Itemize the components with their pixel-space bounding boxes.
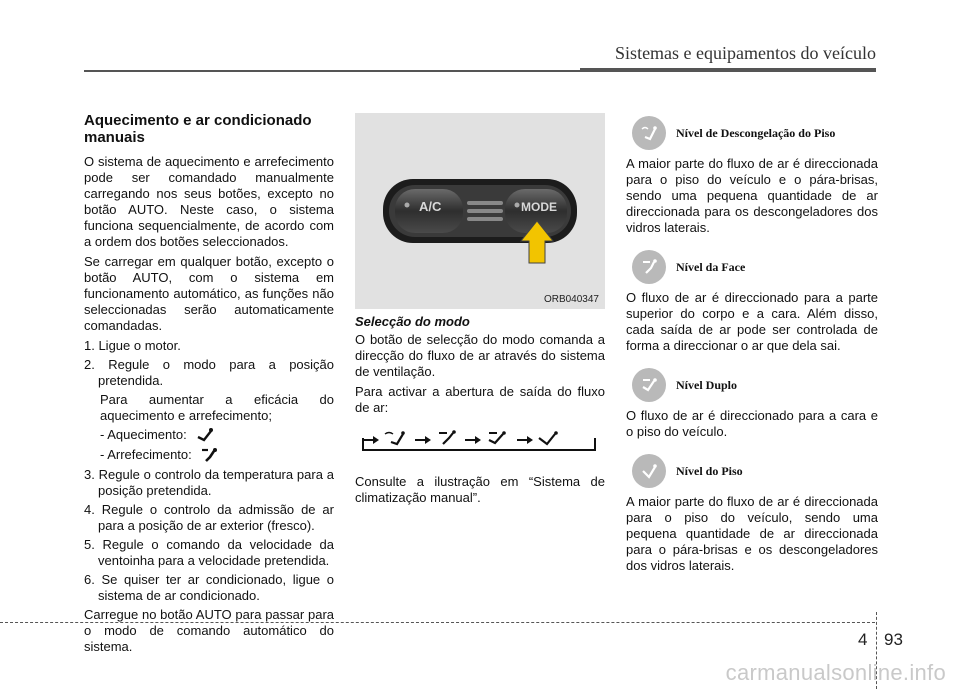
bi-level-icon — [639, 375, 659, 395]
mode-heading-floor-defrost — [632, 116, 878, 150]
heating-label: - Aquecimento: — [100, 427, 187, 442]
face-level-badge — [632, 250, 666, 284]
footer-rule — [0, 622, 875, 623]
paragraph: Para activar a abertura de saída do fluxo de ar: — [355, 384, 605, 415]
heating-line — [84, 427, 334, 443]
ac-button-label: A/C — [419, 199, 442, 214]
header-rule-accent — [580, 68, 876, 72]
figure-code: ORB040347 — [543, 294, 599, 305]
mode-name: Nível Duplo — [676, 378, 738, 392]
mode-description: O fluxo de ar é direccionado para a parte superior do corpo e a cara. Além disso, cada saída de ar pode ser controlada de forma a direccionar o ar que dela sai. — [626, 290, 878, 353]
cooling-label: - Arrefecimento: — [100, 447, 192, 462]
mode-sequence-diagram — [359, 428, 599, 452]
floor-defrost-badge — [632, 116, 666, 150]
floor-defrost-icon — [639, 123, 659, 143]
step-2: 2. Regule o modo para a posição pretendida. — [84, 357, 334, 388]
section-heading: Aquecimento e ar condicionado manuais — [84, 112, 312, 146]
mode-description: O fluxo de ar é direccionado para a cara e o piso do veículo. — [626, 408, 878, 439]
face-level-icon — [439, 430, 456, 444]
mode-heading-floor — [632, 454, 878, 488]
control-panel-illustration — [355, 113, 605, 309]
mode-heading-bi-level — [632, 368, 878, 402]
floor-level-icon — [639, 461, 659, 481]
paragraph: O botão de selecção do modo comanda a direcção do fluxo de ar através do sistema de ventilação. — [355, 332, 605, 379]
paragraph: O sistema de aquecimento e arrefecimento pode ser comandado manualmente carregando nos seus botões, excepto no botão AUTO. Neste caso, o sistema funciona sequencialmente, de acordo com a ordem dos botões seleccionados. — [84, 154, 334, 249]
floor-vent-icon — [195, 427, 215, 443]
cooling-line — [84, 447, 334, 463]
bi-level-icon — [489, 431, 506, 443]
paragraph: Consulte a ilustração em “Sistema de climatização manual”. — [355, 474, 605, 505]
control-panel-figure — [355, 113, 605, 309]
mode-heading-face — [632, 250, 878, 284]
step-3: 3. Regule o controlo da temperatura para a posição pretendida. — [84, 467, 334, 498]
mode-name: Nível da Face — [676, 260, 746, 274]
paragraph: Se carregar em qualquer botão, excepto o botão AUTO, com o sistema em funcionamento automático, as funções não seleccionadas serão automaticamente comandadas. — [84, 254, 334, 333]
mode-description: A maior parte do fluxo de ar é direccionada para o piso do veículo e o pára-brisas, sendo uma pequena quantidade de ar direccionada para os descongeladores dos vidros laterais. — [626, 156, 878, 235]
mode-name: Nível do Piso — [676, 464, 743, 478]
bi-level-badge — [632, 368, 666, 402]
step-4: 4. Regule o controlo da admissão de ar para a posição de ar exterior (fresco). — [84, 502, 334, 533]
floor-level-badge — [632, 454, 666, 488]
mode-name: Nível de Descongelação do Piso — [676, 126, 836, 140]
step-5: 5. Regule o comando da velocidade da ventoinha para a velocidade pretendida. — [84, 537, 334, 568]
face-vent-icon — [200, 447, 220, 463]
watermark: carmanualsonline.info — [725, 660, 946, 685]
paragraph: Carregue no botão AUTO para passar para o modo de comando automático do sistema. — [84, 607, 334, 654]
step-6: 6. Se quiser ter ar condicionado, ligue o sistema de ar condicionado. — [84, 572, 334, 603]
left-column — [84, 112, 334, 659]
floor-defrost-icon — [385, 431, 405, 444]
face-level-icon — [639, 257, 659, 277]
middle-column — [355, 314, 605, 510]
chapter-number: 4 — [858, 630, 868, 649]
step-1: 1. Ligue o motor. — [84, 338, 181, 353]
step-2-note: Para aumentar a eficácia do aquecimento e arrefecimento; — [100, 392, 334, 423]
floor-level-icon — [539, 431, 558, 444]
header-title: Sistemas e equipamentos do veículo — [615, 43, 876, 63]
mode-button-label: MODE — [521, 200, 557, 214]
mode-description: A maior parte do fluxo de ar é direccionada para o piso do veículo, sendo uma pequena quantidade de ar direccionada para o pára-brisas e os descongeladores dos vidros laterais. — [626, 494, 878, 573]
right-column — [626, 116, 878, 588]
page-number: 93 — [884, 630, 903, 649]
subsection-heading: Selecção do modo — [355, 314, 470, 329]
